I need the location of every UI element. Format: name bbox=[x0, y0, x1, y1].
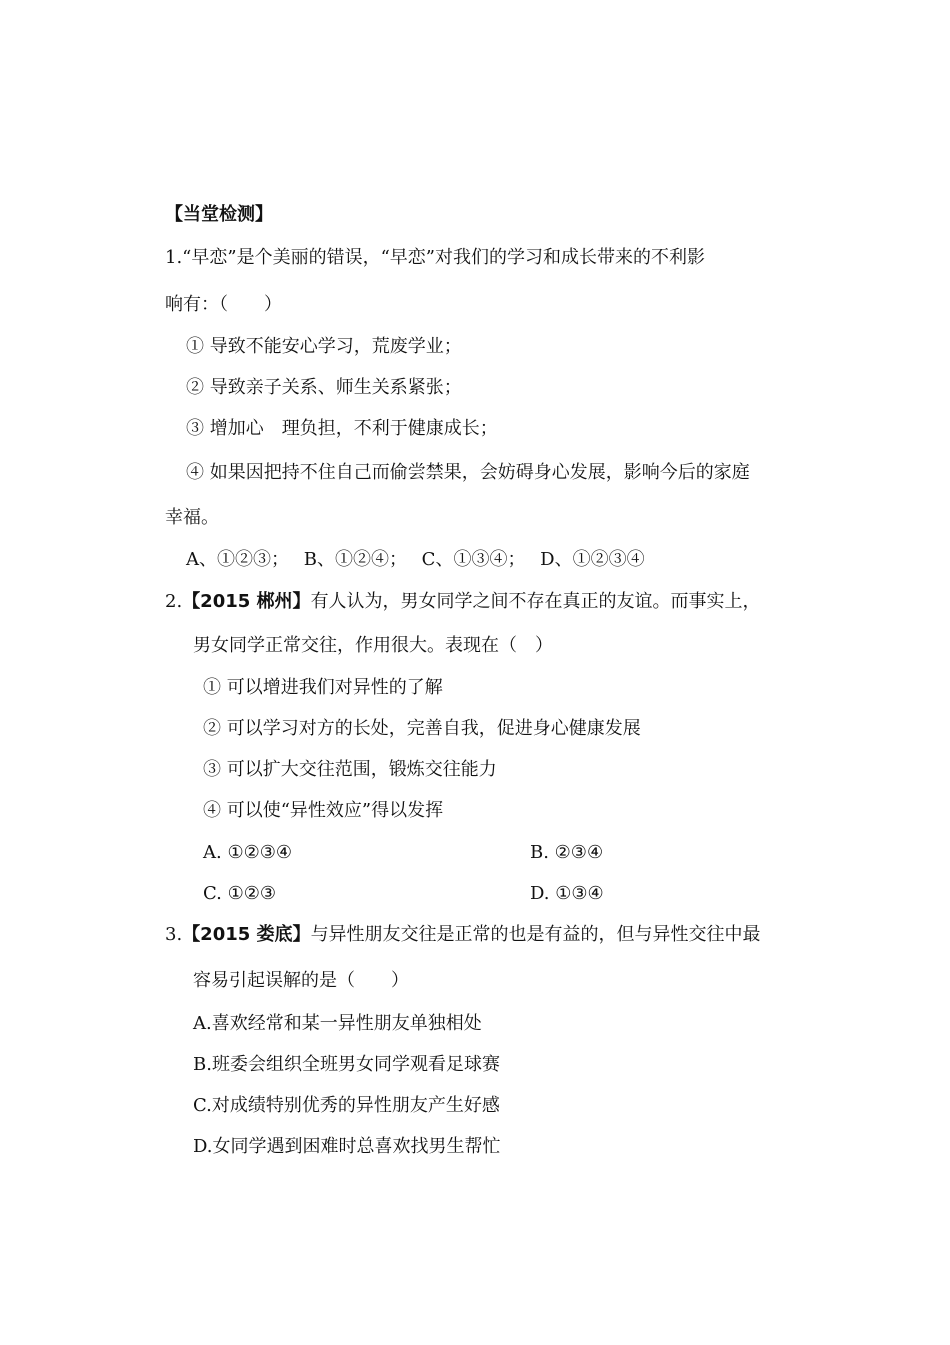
q1-stem-line1: 1.“早恋”是个美丽的错误，“早恋”对我们的学习和成长带来的不利影 bbox=[165, 247, 705, 268]
q3-number: 3. bbox=[165, 924, 183, 945]
q2-number: 2. bbox=[165, 591, 183, 612]
q3-option-d: D.女同学遇到困难时总喜欢找男生帮忙 bbox=[193, 1136, 501, 1157]
q1-stem-line2: 响有：（ ） bbox=[165, 294, 282, 315]
q1-item-4: ④ 如果因把持不住自己而偷尝禁果，会妨碍身心发展，影响今后的家庭 bbox=[186, 462, 750, 483]
q2-item-3: ③ 可以扩大交往范围，锻炼交往能力 bbox=[203, 759, 497, 780]
q3-stem-text: 与异性朋友交往是正常的也是有益的，但与异性交往中最 bbox=[310, 924, 761, 945]
q3-option-c: C.对成绩特别优秀的异性朋友产生好感 bbox=[193, 1095, 500, 1116]
q3-stem-line2: 容易引起误解的是（ ） bbox=[193, 970, 409, 991]
q2-source: 【2015 郴州】 bbox=[182, 591, 311, 612]
q2-option-b: B. ②③④ bbox=[530, 842, 604, 863]
q2-option-d: D. ①③④ bbox=[530, 883, 604, 904]
q2-option-a: A. ①②③④ bbox=[203, 842, 292, 863]
q3-stem-line1 bbox=[165, 923, 761, 947]
q1-item-1: ① 导致不能安心学习，荒废学业； bbox=[186, 336, 462, 357]
q2-stem-text: 有人认为，男女同学之间不存在真正的友谊。而事实上， bbox=[310, 591, 761, 612]
q2-item-1: ① 可以增进我们对异性的了解 bbox=[203, 677, 443, 698]
q1-options: A、①②③； B、①②④； C、①③④； D、①②③④ bbox=[186, 549, 645, 570]
q2-item-4: ④ 可以使“异性效应”得以发挥 bbox=[203, 800, 444, 821]
q3-option-a: A.喜欢经常和某一异性朋友单独相处 bbox=[193, 1013, 482, 1034]
q1-item-4-continued: 幸福。 bbox=[165, 507, 219, 528]
q2-stem-line2: 男女同学正常交往，作用很大。表现在（ ） bbox=[193, 635, 553, 656]
section-title: 【当堂检测】 bbox=[165, 204, 273, 225]
q3-option-b: B.班委会组织全班男女同学观看足球赛 bbox=[193, 1054, 500, 1075]
q1-item-2: ② 导致亲子关系、师生关系紧张； bbox=[186, 377, 462, 398]
q2-option-c: C. ①②③ bbox=[203, 883, 276, 904]
q3-source: 【2015 娄底】 bbox=[182, 924, 311, 945]
q2-item-2: ② 可以学习对方的长处，完善自我，促进身心健康发展 bbox=[203, 718, 641, 739]
q2-stem-line1 bbox=[165, 590, 761, 614]
q1-item-3: ③ 增加心 理负担，不利于健康成长； bbox=[186, 418, 498, 439]
